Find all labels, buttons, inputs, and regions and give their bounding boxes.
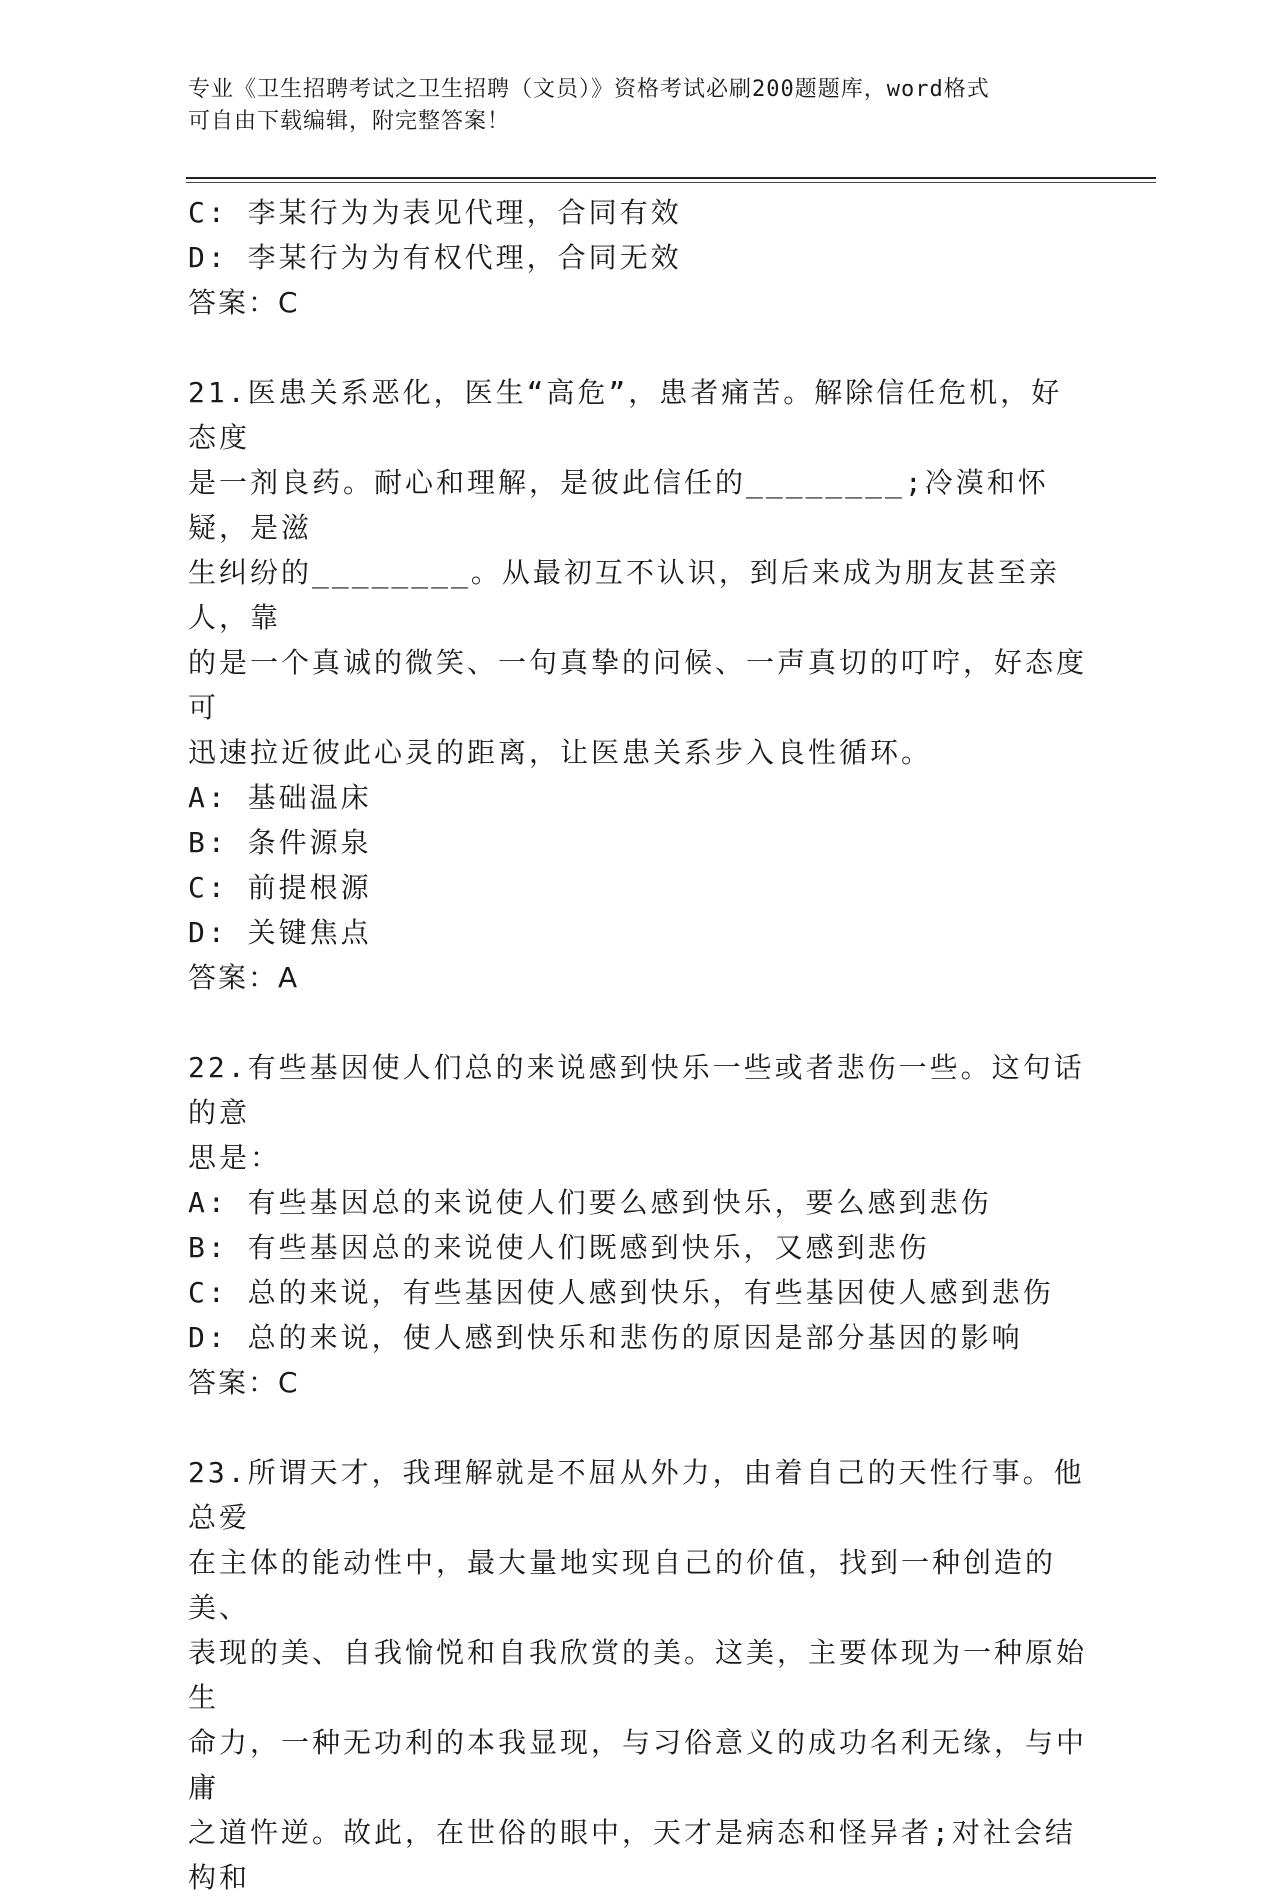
stem-line: 22.有些基因使人们总的来说感到快乐一些或者悲伤一些。这句话的意	[188, 1051, 1085, 1129]
stem-line: 迅速拉近彼此心灵的距离，让医患关系步入良性循环。	[188, 736, 933, 769]
spacer	[188, 1000, 1088, 1045]
option-c: C: 李某行为为表见代理，合同有效	[188, 196, 682, 229]
question-23	[188, 1450, 1088, 1900]
option-a: A: 基础温床	[188, 781, 372, 814]
question-content	[188, 190, 1088, 1900]
question-stem	[188, 1450, 1088, 1900]
document-header	[188, 74, 1068, 138]
header-line-1: 专业《卫生招聘考试之卫生招聘（文员）》资格考试必刷200题题库，word格式	[188, 77, 990, 102]
stem-line: 思是：	[188, 1141, 282, 1174]
stem-line: 表现的美、自我愉悦和自我欣赏的美。这美，主要体现为一种原始生	[188, 1636, 1088, 1714]
stem-line: 21.医患关系恶化，医生“高危”，患者痛苦。解除信任危机，好态度	[188, 376, 1063, 454]
stem-line: 在主体的能动性中，最大量地实现自己的价值，找到一种创造的美、	[188, 1546, 1057, 1624]
option-c: C: 前提根源	[188, 871, 372, 904]
header-line-2: 可自由下载编辑，附完整答案！	[188, 109, 511, 134]
stem-line: 是一剂良药。耐心和理解，是彼此信任的________;冷漠和怀疑，是滋	[188, 466, 1049, 544]
prev-question	[188, 190, 1088, 325]
option-b: B: 有些基因总的来说使人们既感到快乐，又感到悲伤	[188, 1231, 930, 1264]
stem-line: 的是一个真诚的微笑、一句真挚的问候、一声真切的叮咛，好态度可	[188, 646, 1088, 724]
question-21	[188, 370, 1088, 1000]
option-d: D: 关键焦点	[188, 916, 372, 949]
question-stem	[188, 370, 1088, 775]
option-d: D: 李某行为为有权代理，合同无效	[188, 241, 682, 274]
header-divider-thick	[186, 177, 1156, 179]
option-d: D: 总的来说，使人感到快乐和悲伤的原因是部分基因的影响	[188, 1321, 1023, 1354]
question-stem	[188, 1045, 1088, 1180]
option-b: B: 条件源泉	[188, 826, 372, 859]
spacer	[188, 1405, 1088, 1450]
option-c: C: 总的来说，有些基因使人感到快乐，有些基因使人感到悲伤	[188, 1276, 1054, 1309]
spacer	[188, 325, 1088, 370]
header-divider-thin	[186, 182, 1156, 183]
stem-line: 命力，一种无功利的本我显现，与习俗意义的成功名利无缘，与中庸	[188, 1726, 1088, 1804]
answer-line: 答案：C	[188, 286, 300, 319]
question-22	[188, 1045, 1088, 1405]
stem-line: 之道忤逆。故此，在世俗的眼中，天才是病态和怪异者;对社会结构和	[188, 1816, 1076, 1894]
answer-line: 答案：C	[188, 1366, 300, 1399]
option-a: A: 有些基因总的来说使人们要么感到快乐，要么感到悲伤	[188, 1186, 992, 1219]
stem-line: 23.所谓天才，我理解就是不屈从外力，由着自己的天性行事。他总爱	[188, 1456, 1085, 1534]
answer-line: 答案：A	[188, 961, 300, 994]
stem-line: 生纠纷的________。从最初互不认识，到后来成为朋友甚至亲人，靠	[188, 556, 1060, 634]
